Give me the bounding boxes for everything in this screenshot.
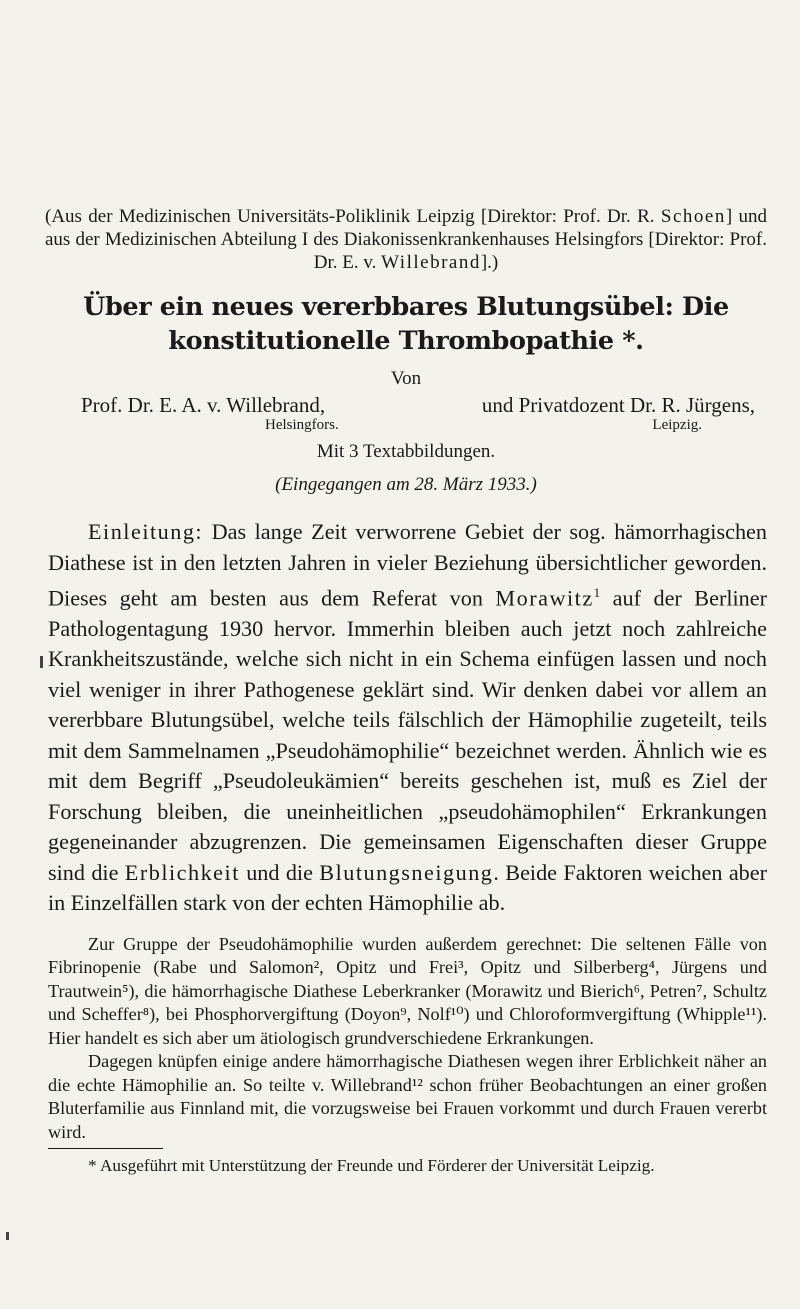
received-date: (Eingegangen am 28. März 1933.) [275,474,537,495]
place-2: Leipzig. [652,417,702,433]
footnote-ref: 1 [593,585,601,600]
footnote-rule [48,1148,163,1149]
paragraph-text: . Beide Faktoren weichen aber in Einzelfällen stark von der echten Hämophilie ab. [48,859,768,916]
affiliation-text: (Aus der Medizinischen Universitäts-Poliklinik Leipzig [Direktor: Prof. Dr. R. [45,206,661,227]
paragraph-text: auf der Berliner Pathologentagung 1930 hervor. Immerhin bleiben auch jetzt noch zahlreiche Krankheitszustände, welche sich nicht in ein Schema einfügen lassen und noch viel weniger in ihrer Pathogenese geklärt sind. Wir denken dabei vor allem an vererbbare Blutungsübel, welche teils fälschlich der Hämophilie zugeteilt, teils mit dem Sammelnamen „Pseudohämophilie“ bezeichnet werden. Ähnlich wie es mit dem Begriff „Pseudoleukämien“ bereits geschehen ist, muß es Ziel der Forschung bleiben, die uneinheitlichen „pseudohämophilen“ Erkrankungen gegeneinander abzugrenzen. Die gemeinsamen Eigenschaften dieser Gruppe sind die [48,585,767,885]
affiliation-text: ] und aus der Medizinischen Abteilung I des Diakonissenkrankenhauses Helsingfors [Direktor: Prof. Dr. E. v. [45,206,768,273]
affiliation-name: Schoen [660,206,726,227]
author-places [45,416,767,434]
affiliation-text: ].) [480,252,499,273]
article-page [45,205,767,1177]
author-2: und Privatdozent Dr. R. Jürgens, [481,393,755,417]
author-1-name: Prof. Dr. E. A. v. Willebrand, [81,393,326,417]
paragraph-text: und die [239,859,320,885]
emphasis-term: Blutungsneigung [319,859,494,885]
margin-mark [6,1232,9,1240]
footnote: * Ausgeführt mit Unterstützung der Freunde und Förderer der Universität Leipzig. [88,1156,655,1176]
byline-von: Von [390,368,422,389]
bleed-through-text [0,0,800,202]
small-print-section [45,933,767,1145]
margin-mark [40,656,43,668]
affiliation-name: Willebrand [381,252,481,273]
article-title: Über ein neues vererbbares Blutungsübel: Die konstitutionelle Thrombopathie *. [83,292,729,356]
small-paragraph: Dagegen knüpfen einige andere hämorrhagische Diathesen wegen ihrer Erblichkeit näher an die echte Hämophilie an. So teilte v. Willebrand¹² schon früher Beobachtungen an einer großen Bluterfamilie aus Finnland mit, die vorzugsweise bei Frauen vorkommt und durch Frauen vererbt wird. [48,1051,767,1142]
cited-author: Morawitz [495,585,594,611]
main-text [45,517,767,919]
small-paragraph: Zur Gruppe der Pseudohämophilie wurden außerdem gerechnet: Die seltenen Fälle von Fibrinopenie (Rabe und Salomon², Opitz und Frei³, Opitz und Silberberg⁴, Jürgens und Trautwein⁵), die hämorrhagische Diathese Leberkranker (Morawitz und Bierich⁶, Petren⁷, Schultz und Scheffer⁸), bei Phosphorvergiftung (Doyon⁹, Nolf¹⁰) und Chloroformvergiftung (Whipple¹¹). Hier handelt es sich aber um ätiologisch grundverschiedene Erkrankungen. [48,933,767,1048]
place-1: Helsingfors. [265,417,339,433]
figure-count: Mit 3 Textabbildungen. [316,441,496,462]
affiliation [45,205,767,274]
emphasis-term: Erblichkeit [124,859,240,885]
author-1 [81,392,325,418]
paragraph-introduction [48,517,767,919]
paragraph-text: Das lange Zeit verworrene Gebiet der sog. hämorrhagischen Diathese ist in den letzten Jahren in vieler Beziehung übersichtlicher geworden. Dieses geht am besten aus dem Referat von [48,519,767,611]
author-line [45,392,767,418]
intro-label: Einleitung: [88,519,204,544]
